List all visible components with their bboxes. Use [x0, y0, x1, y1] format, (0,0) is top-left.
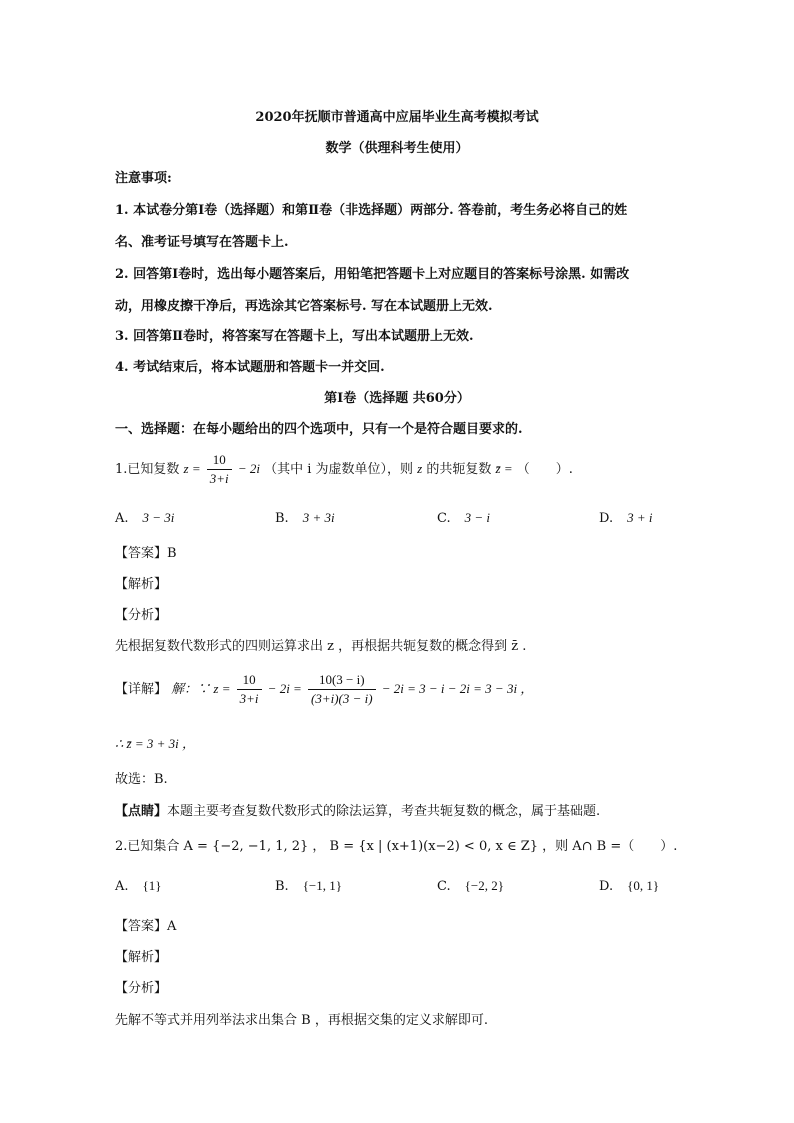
- q1-option-d: [599, 510, 652, 526]
- q1-z: z: [417, 461, 423, 476]
- q1-analysis-label: 【解析】: [115, 577, 168, 592]
- section-title: 第Ⅰ卷（选择题 共60分）: [324, 391, 470, 406]
- q1-after-frac: − 2i: [237, 461, 260, 476]
- q1-frac-den: 3+i: [209, 471, 229, 486]
- q1-suffix: 的共轭复数: [426, 462, 492, 477]
- q1-z-eq: z =: [183, 461, 201, 476]
- q1-option-b-value: 3 + 3i: [302, 510, 335, 525]
- q1-option-a-value: 3 − 3i: [142, 510, 175, 525]
- q1-option-a-label: A.: [115, 511, 129, 526]
- q1-therefore: ∴ z̄ = 3 + 3i ，: [115, 736, 195, 751]
- q1-option-c-label: C.: [437, 511, 451, 526]
- q1-option-c: [437, 510, 490, 526]
- q1-choose: 故选：B.: [115, 772, 168, 787]
- note-item-2-line-1: 2. 回答第Ⅰ卷时，选出每小题答案后，用铅笔把答题卡上对应题目的答案标号涂黑. 如需改: [115, 267, 630, 282]
- q1-detail-frac2-num: 10(3 − i): [308, 672, 376, 690]
- q1-frac-num: 10: [207, 452, 232, 470]
- q1-option-b-label: B.: [275, 511, 289, 526]
- q2-option-c-value: {−2, 2}: [464, 878, 504, 893]
- note-item-1-line-2: 名、准考证号填写在答题卡上.: [115, 235, 289, 250]
- q1-detail-prefix: 解：∵ z =: [171, 681, 231, 696]
- note-item-4: 4. 考试结束后，将本试题册和答题卡一并交回.: [115, 360, 385, 375]
- q2-option-a-label: A.: [115, 879, 129, 894]
- q1-detail-frac2: [308, 672, 376, 707]
- q1-option-a: [115, 510, 174, 526]
- q2-option-d: [599, 878, 659, 894]
- note-item-1-line-1: 1. 本试卷分第Ⅰ卷（选择题）和第Ⅱ卷（非选择题）两部分. 答卷前，考生务必将自己的姓: [115, 203, 628, 218]
- exam-subtitle: 数学（供理科考生使用）: [325, 141, 469, 156]
- q1-zbar: z̄ =: [495, 461, 513, 476]
- q1-prefix: 1.已知复数: [115, 462, 180, 477]
- question-2-stem: 2.已知集合 A = {−2, −1, 1, 2} ， B = {x | (x+1)(x−2) < 0, x ∈ Z} ，则 A∩ B =（ ）.: [115, 839, 678, 854]
- q1-detail: [115, 672, 533, 707]
- q2-option-a: [115, 878, 162, 894]
- q1-detail-tail: − 2i = 3 − i − 2i = 3 − 3i ，: [381, 681, 534, 696]
- q1-option-d-value: 3 + i: [627, 510, 653, 525]
- q1-detail-frac1-num: 10: [237, 672, 262, 690]
- q2-option-d-value: {0, 1}: [627, 878, 660, 893]
- q1-fraction: [207, 452, 232, 487]
- q2-option-b-label: B.: [275, 879, 289, 894]
- q1-detail-label: 【详解】: [115, 682, 168, 697]
- q2-option-a-value: {1}: [142, 878, 162, 893]
- note-item-2-line-2: 动，用橡皮擦干净后，再选涂其它答案标号. 写在本试题册上无效.: [115, 299, 493, 314]
- q2-answer: 【答案】A: [115, 919, 177, 934]
- q2-fenxi-label: 【分析】: [115, 981, 168, 996]
- exam-title: 2020年抚顺市普通高中应届毕业生高考模拟考试: [255, 110, 539, 125]
- q1-detail-mid: − 2i =: [267, 681, 302, 696]
- q1-fenxi-text: 先根据复数代数形式的四则运算求出 z ，再根据共轭复数的概念得到 z̄ .: [115, 639, 527, 654]
- q1-detail-frac2-den: (3+i)(3 − i): [310, 691, 373, 706]
- q2-option-c: [437, 878, 504, 894]
- q2-option-d-label: D.: [599, 879, 614, 894]
- question-1-stem: [115, 452, 573, 487]
- q1-option-d-label: D.: [599, 511, 614, 526]
- note-item-3: 3. 回答第Ⅱ卷时，将答案写在答题卡上，写出本试题册上无效.: [115, 329, 474, 344]
- q1-detail-frac1-den: 3+i: [239, 691, 259, 706]
- q1-comment-text: 本题主要考查复数代数形式的除法运算，考查共轭复数的概念，属于基础题.: [167, 804, 601, 819]
- q1-option-c-value: 3 − i: [464, 510, 491, 525]
- q2-option-c-label: C.: [437, 879, 451, 894]
- q2-analysis-label: 【解析】: [115, 950, 168, 965]
- q1-middle: （其中 i 为虚数单位），则: [264, 462, 414, 477]
- q2-fenxi-text: 先解不等式并用列举法求出集合 B ，再根据交集的定义求解即可.: [115, 1013, 488, 1028]
- q1-detail-frac1: [237, 672, 262, 707]
- q1-answer: 【答案】B: [115, 546, 177, 561]
- q1-comment: [115, 800, 600, 819]
- q1-fenxi-label: 【分析】: [115, 608, 168, 623]
- q1-option-b: [275, 510, 335, 526]
- q2-option-b: [275, 878, 342, 894]
- q1-comment-label: 【点睛】: [115, 804, 168, 819]
- q2-option-b-value: {−1, 1}: [302, 878, 342, 893]
- notes-heading: 注意事项:: [115, 171, 172, 186]
- section-instruction: 一、选择题：在每小题给出的四个选项中，只有一个是符合题目要求的.: [115, 422, 523, 437]
- q1-tail: （ ）.: [516, 462, 573, 477]
